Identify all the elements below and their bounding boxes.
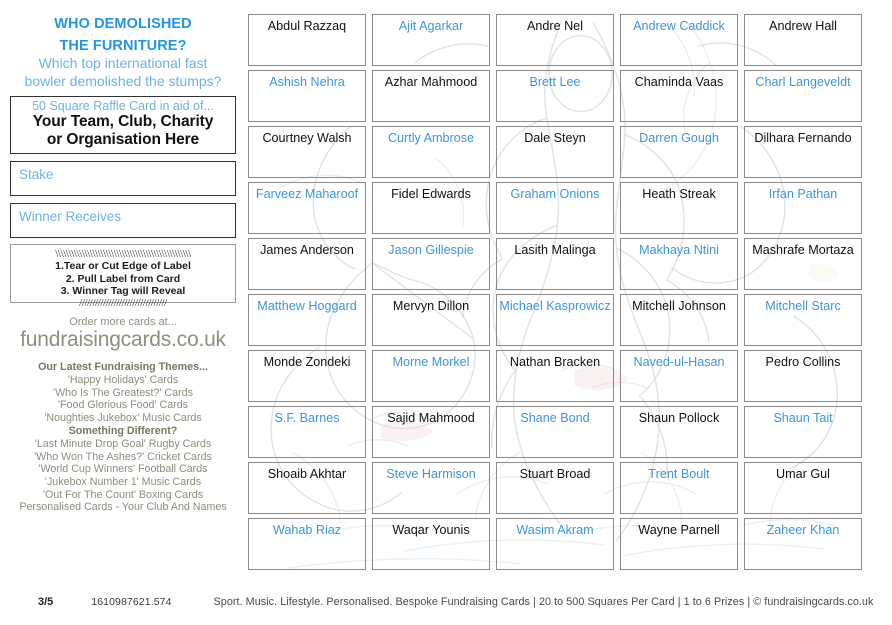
themes-heading-latest: Our Latest Fundraising Themes... bbox=[38, 361, 208, 373]
stake-label: Stake bbox=[19, 167, 54, 182]
instruction-step-2: 2. Pull Label from Card bbox=[65, 272, 181, 285]
grid-square[interactable]: Shaun Pollock bbox=[620, 406, 738, 458]
grid-square[interactable]: Matthew Hoggard bbox=[248, 294, 366, 346]
grid-square[interactable]: Ajit Agarkar bbox=[372, 14, 490, 66]
grid-square[interactable]: James Anderson bbox=[248, 238, 366, 290]
grid-square[interactable]: S.F. Barnes bbox=[248, 406, 366, 458]
grid-square[interactable]: Steve Harmison bbox=[372, 462, 490, 514]
stake-field[interactable] bbox=[10, 161, 236, 196]
grid-square[interactable]: Charl Langeveldt bbox=[744, 70, 862, 122]
grid-square[interactable]: Mashrafe Mortaza bbox=[744, 238, 862, 290]
page-number: 3/5 bbox=[38, 595, 54, 608]
grid-square[interactable]: Wahab Riaz bbox=[248, 518, 366, 570]
grid-square[interactable]: Jason Gillespie bbox=[372, 238, 490, 290]
headline bbox=[8, 10, 238, 54]
grid-square[interactable]: Shane Bond bbox=[496, 406, 614, 458]
grid-square[interactable]: Trent Boult bbox=[620, 462, 738, 514]
grid-square[interactable]: Makhaya Ntini bbox=[620, 238, 738, 290]
grid-square[interactable]: Mitchell Johnson bbox=[620, 294, 738, 346]
grid-square[interactable]: Andre Nel bbox=[496, 14, 614, 66]
grid-square[interactable]: Monde Zondeki bbox=[248, 350, 366, 402]
instruction-step-3: 3. Winner Tag will Reveal bbox=[60, 285, 186, 297]
grid-square[interactable]: Courtney Walsh bbox=[248, 126, 366, 178]
grid-square[interactable]: Abdul Razzaq bbox=[248, 14, 366, 66]
theme-item: 'Out For The Count' Boxing Cards bbox=[42, 488, 204, 501]
grid-square[interactable]: Farveez Maharoof bbox=[248, 182, 366, 234]
hatch-bottom-decoration: ///////////////////////////////// bbox=[79, 297, 167, 309]
theme-item: 'Who Is The Greatest?' Cards bbox=[53, 386, 193, 399]
subheadline-line-1: Which top international fast bbox=[38, 55, 208, 71]
theme-item: Personalised Cards - Your Club And Names bbox=[19, 501, 227, 514]
grid-square[interactable]: Wasim Akram bbox=[496, 518, 614, 570]
grid-square[interactable]: Andrew Caddick bbox=[620, 14, 738, 66]
grid-square[interactable]: Naved-ul-Hasan bbox=[620, 350, 738, 402]
grid-square[interactable]: Umar Gul bbox=[744, 462, 862, 514]
theme-item: 'World Cup Winners' Football Cards bbox=[38, 463, 208, 476]
grid-square[interactable]: Stuart Broad bbox=[496, 462, 614, 514]
grid-square[interactable]: Heath Streak bbox=[620, 182, 738, 234]
organisation-name-line-1: Your Team, Club, Charity bbox=[32, 113, 214, 130]
grid-square[interactable]: Nathan Bracken bbox=[496, 350, 614, 402]
themes-group-different bbox=[8, 438, 238, 514]
grid-square[interactable]: Pedro Collins bbox=[744, 350, 862, 402]
grid-square[interactable]: Shoaib Akhtar bbox=[248, 462, 366, 514]
grid-square[interactable]: Zaheer Khan bbox=[744, 518, 862, 570]
footer-tagline: Sport. Music. Lifestyle. Personalised. Bespoke Fundraising Cards | 20 to 500 Squares Per Card | 1 to 6 Prizes | © fundraisingcards.co.uk bbox=[213, 595, 874, 608]
grid-square[interactable]: Curtly Ambrose bbox=[372, 126, 490, 178]
grid-square[interactable]: Sajid Mahmood bbox=[372, 406, 490, 458]
grid-square[interactable]: Lasith Malinga bbox=[496, 238, 614, 290]
grid-square[interactable]: Wayne Parnell bbox=[620, 518, 738, 570]
grid-square[interactable]: Azhar Mahmood bbox=[372, 70, 490, 122]
order-more-text: Order more cards at... bbox=[69, 316, 177, 328]
grid-square[interactable]: Graham Onions bbox=[496, 182, 614, 234]
headline-line-2: THE FURNITURE? bbox=[59, 38, 187, 54]
serial-number: 1610987621.574 bbox=[91, 595, 172, 608]
footer bbox=[0, 578, 892, 625]
grid-square[interactable]: Darren Gough bbox=[620, 126, 738, 178]
winner-receives-label: Winner Receives bbox=[19, 209, 122, 224]
themes-list bbox=[8, 361, 238, 514]
brand-url[interactable]: fundraisingcards.co.uk bbox=[20, 328, 226, 351]
squares-grid-panel bbox=[246, 0, 892, 578]
grid-square[interactable]: Mitchell Starc bbox=[744, 294, 862, 346]
grid-square[interactable]: Brett Lee bbox=[496, 70, 614, 122]
grid-square[interactable]: Michael Kasprowicz bbox=[496, 294, 614, 346]
squares-grid bbox=[248, 14, 862, 570]
themes-heading-different: Something Different? bbox=[68, 424, 178, 437]
grid-square[interactable]: Dale Steyn bbox=[496, 126, 614, 178]
in-aid-of-box bbox=[10, 96, 236, 154]
theme-item: 'Last Minute Drop Goal' Rugby Cards bbox=[34, 437, 212, 450]
themes-group-latest bbox=[8, 374, 238, 425]
left-panel bbox=[0, 0, 246, 578]
subheadline bbox=[8, 54, 238, 89]
grid-square[interactable]: Ashish Nehra bbox=[248, 70, 366, 122]
grid-square[interactable]: Andrew Hall bbox=[744, 14, 862, 66]
grid-square[interactable]: Waqar Younis bbox=[372, 518, 490, 570]
theme-item: 'Happy Holidays' Cards bbox=[67, 374, 179, 386]
grid-square[interactable]: Shaun Tait bbox=[744, 406, 862, 458]
grid-square[interactable]: Mervyn Dillon bbox=[372, 294, 490, 346]
instructions-box bbox=[10, 244, 236, 309]
theme-item: 'Food Glorious Food' Cards bbox=[57, 399, 188, 412]
grid-square[interactable]: Irfan Pathan bbox=[744, 182, 862, 234]
theme-item: 'Jukebox Number 1' Music Cards bbox=[44, 475, 202, 488]
instruction-step-1: 1.Tear or Cut Edge of Label bbox=[55, 260, 191, 272]
grid-square[interactable]: Fidel Edwards bbox=[372, 182, 490, 234]
theme-item: 'Who Won The Ashes?' Cricket Cards bbox=[34, 450, 212, 463]
winner-receives-field[interactable] bbox=[10, 203, 236, 238]
hatch-top-decoration: \\\\\\\\\\\\\\\\\\\\\\\\\\\\\\\\\\\\\\\\\\\\\\\\\\\ bbox=[55, 249, 191, 260]
subheadline-line-2: bowler demolished the stumps? bbox=[24, 72, 222, 89]
grid-square[interactable]: Morne Morkel bbox=[372, 350, 490, 402]
grid-square[interactable]: Chaminda Vaas bbox=[620, 70, 738, 122]
theme-item: 'Noughties Jukebox' Music Cards bbox=[44, 412, 202, 425]
headline-line-1: WHO DEMOLISHED bbox=[54, 16, 192, 32]
organisation-name-line-2: or Organisation Here bbox=[46, 131, 200, 148]
grid-square[interactable]: Dilhara Fernando bbox=[744, 126, 862, 178]
in-aid-of-caption: 50 Square Raffle Card in aid of... bbox=[32, 99, 214, 113]
